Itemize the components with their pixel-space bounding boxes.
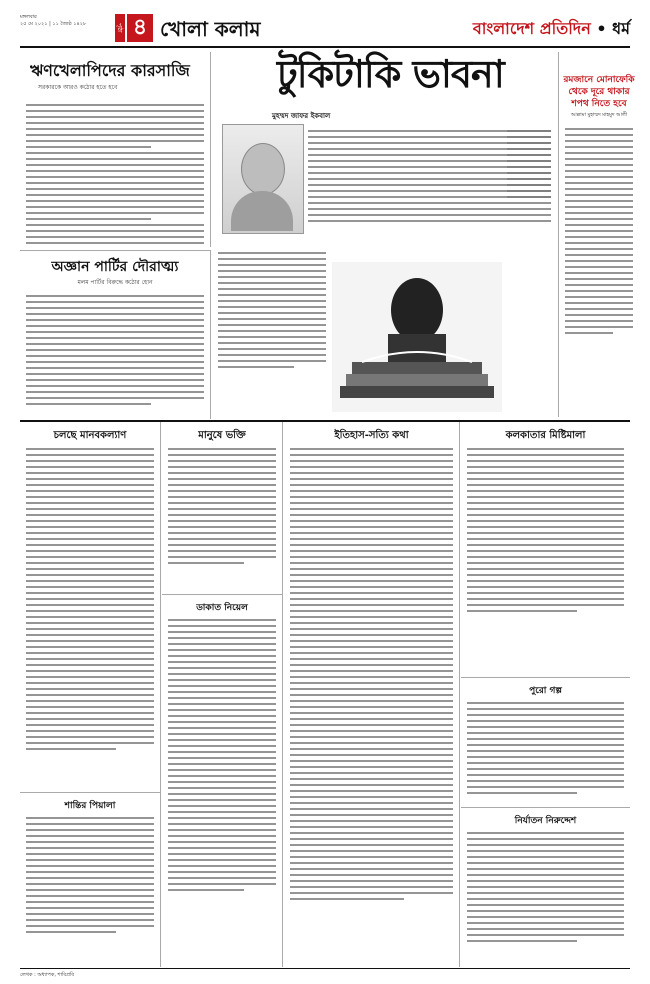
- lower-column-3: [284, 422, 460, 967]
- lower-column-1: [20, 422, 161, 967]
- date-block: [20, 14, 110, 28]
- brand-main: বাংলাদেশ প্রতিদিন: [472, 19, 591, 38]
- feature-headline: টুকিটাকি ভাবনা: [277, 52, 504, 96]
- newspaper-brand: [473, 16, 630, 43]
- lower-column-2: [162, 422, 283, 967]
- article-byline: আল্লামা মুহাম্মদ মাহমুদ আলী: [570, 112, 628, 118]
- lower-column-4: [461, 422, 630, 967]
- column-headline: কলকাতার মিষ্টিমালা: [505, 430, 586, 441]
- feature-body-col3: [507, 126, 551, 202]
- sub-article-headline: শান্তির পিয়ালা: [64, 801, 116, 811]
- sub-article: [20, 792, 160, 968]
- feature-article: [212, 52, 557, 417]
- sub-article: [162, 594, 282, 968]
- article-body: [26, 100, 204, 248]
- page-label: পৃষ্ঠা: [115, 14, 125, 42]
- article-body: [26, 291, 204, 409]
- column-headline: ইতিহাস-সত্যি কথা: [334, 430, 409, 441]
- section-title: খোলা কলাম: [160, 17, 261, 41]
- sub-article-headline: নির্যাতন নিরুদ্দেশ: [514, 816, 577, 826]
- article-headline: রমজানে মোনাফেকি থেকে দূরে থাকার শপথ নিতে হবে: [563, 75, 635, 109]
- sub-article-headline: ডাকাত নিয়েল: [196, 603, 248, 613]
- feature-body-col2: [218, 248, 326, 372]
- brand-suffix: • ধর্ম: [590, 19, 630, 38]
- lower-articles: [20, 420, 630, 967]
- weekday: মঙ্গলবার: [20, 14, 37, 20]
- column-headline: মানুষে ভক্তি: [198, 430, 246, 441]
- column-headline: চলছে মানবকল্যাণ: [53, 430, 127, 441]
- page-header: [20, 12, 630, 48]
- article-subhead: সরকারকে আরও কঠোর হতে হবে: [38, 84, 118, 91]
- religion-article: [558, 52, 639, 417]
- article-headline: ঋণখেলাপিদের কারসাজি: [30, 61, 190, 80]
- sub-article: [461, 807, 630, 968]
- article-headline: অজ্ঞান পার্টির দৌরাত্ম্য: [51, 259, 179, 275]
- sub-article: [461, 677, 630, 808]
- article-body: [565, 124, 633, 338]
- page-number: ৪: [127, 14, 153, 42]
- date-line: ২৫ মে ২০২১ | ১১ জ্যৈষ্ঠ ১৪২৮: [20, 21, 87, 27]
- page-footer: লেখক : অধ্যাপক, শাবিপ্রবি: [20, 968, 630, 980]
- editorial-debt-defaulters: [20, 52, 211, 247]
- article-subhead: মলম পার্টির বিরুদ্ধে কঠোর হোন: [77, 279, 153, 286]
- author-photo: [222, 124, 304, 234]
- book-stack-illustration: [332, 262, 502, 412]
- sub-article-headline: পুরো গল্প: [529, 686, 562, 696]
- feature-byline: মুহম্মদ জাফর ইকবাল: [272, 112, 331, 120]
- editorial-sedative-gang: [20, 250, 211, 419]
